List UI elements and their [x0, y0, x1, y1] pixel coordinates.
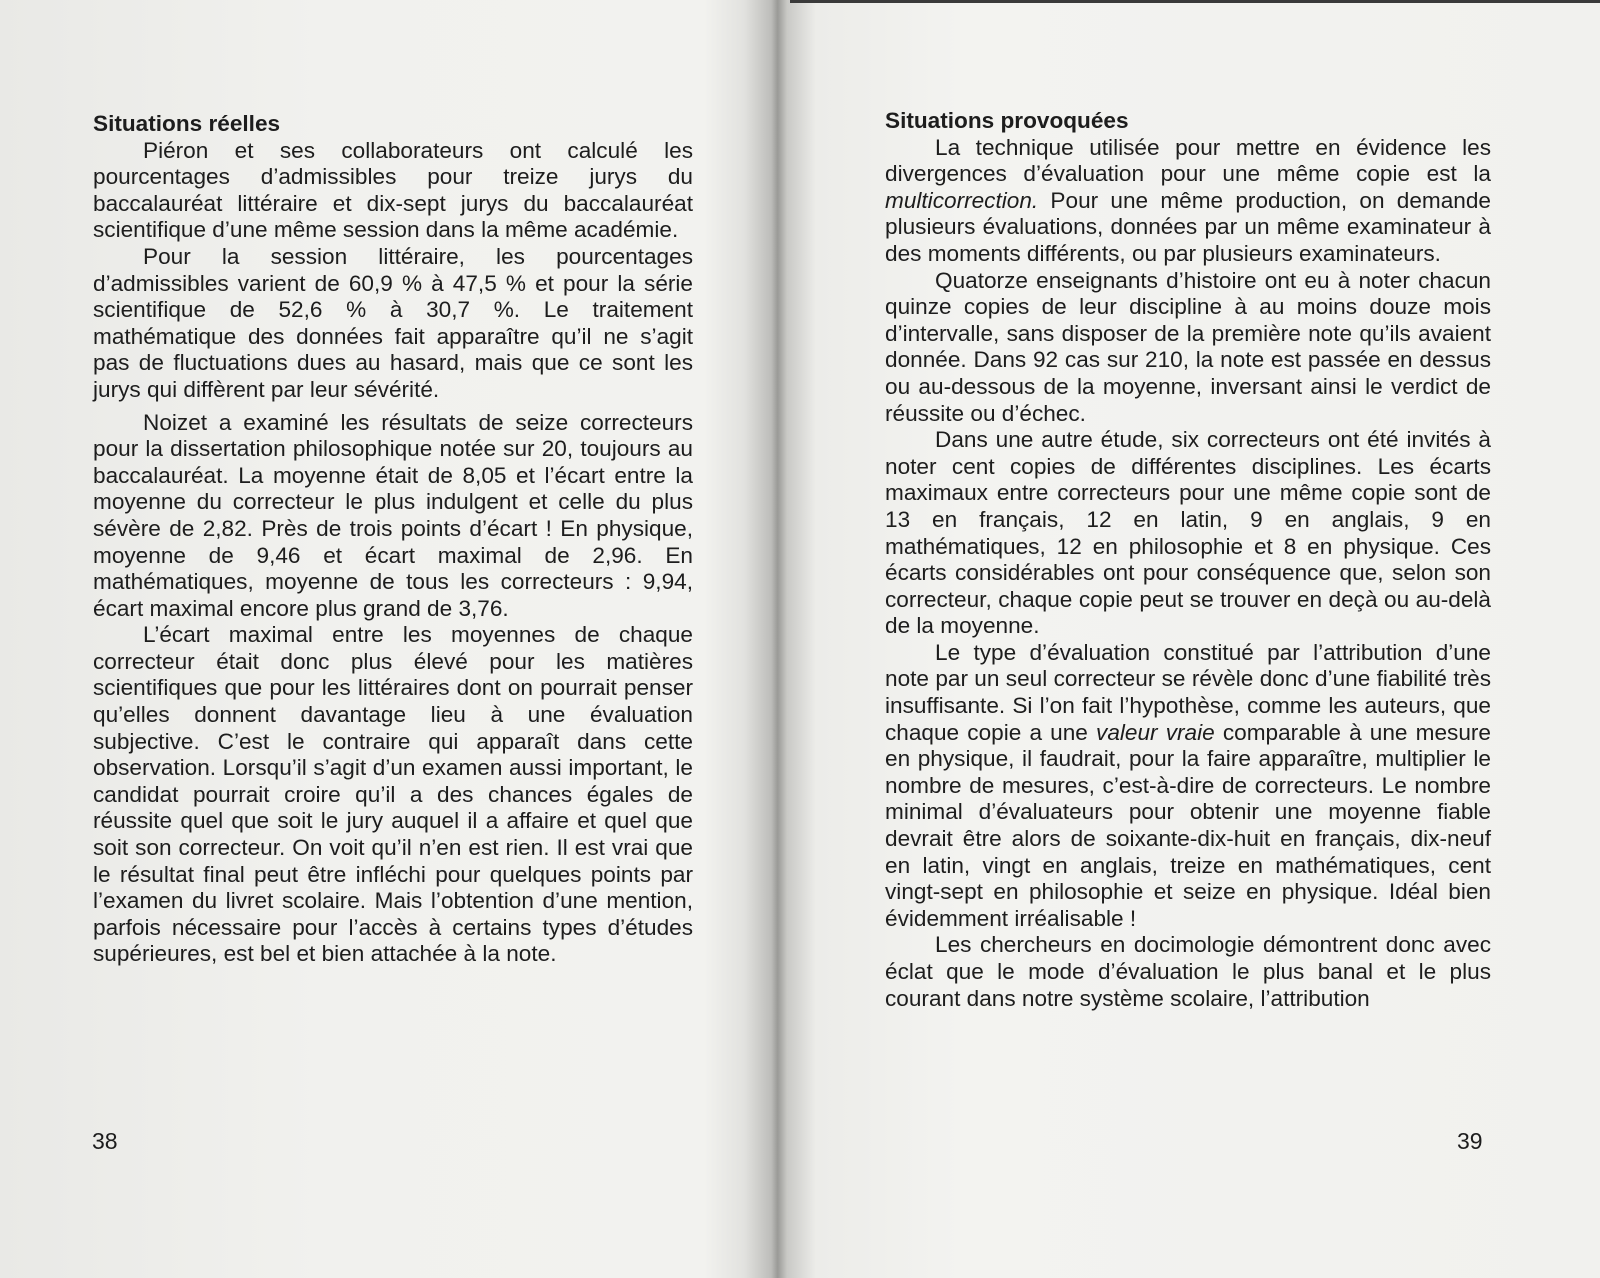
paragraph: Dans une autre étude, six correcteurs ont été invités à noter cent copies de différentes disciplines. Les écarts maximaux entre correcteurs pour une même copie sont de 13 en français, 12 en latin, 9 en anglais, 9 en mathématiques, 12 en philosophie et 8 en physique. Ces écarts considérables ont pour conséquence que, selon son correcteur, chaque copie peut se trouver en deçà ou au-delà de la moyenne. — [885, 427, 1491, 639]
right-text-block — [885, 108, 1491, 1012]
text-run: comparable à une mesure en physique, il faudrait, pour la faire apparaître, multiplier le nombre de mesures, c’est-à-dire de correcteurs. Le nombre minimal d’évaluateurs pour obtenir une moyenne fiable devrait être alors de soixante-dix-huit en français, dix-neuf en latin, vingt en anglais, treize en mathématiques, cent vingt-sept en philosophie et seize en physique. Idéal bien évidemment irréalisable ! — [885, 719, 1491, 931]
section-title-situations-reelles: Situations réelles — [93, 111, 281, 136]
italic-term: multicorrection. — [885, 187, 1039, 213]
right-page — [790, 0, 1600, 1278]
paragraph: Piéron et ses collaborateurs ont calculé les pourcentages d’admissibles pour treize jurys du baccalauréat littéraire et dix-sept jurys du baccalauréat scientifique d’une même session dans la même académie. — [93, 137, 693, 243]
paragraph: Les chercheurs en docimologie démontrent donc avec éclat que le mode d’évaluation le plus banal et le plus courant dans notre système scolaire, l’attribution — [885, 932, 1491, 1011]
text-run: Pour une même production, on demande plusieurs évaluations, données par un même examinateur à des moments différents, ou par plusieurs examinateurs. — [885, 187, 1491, 266]
text-run: Le type d’évaluation constitué par l’attribution d’une note par un seul correcteur se révèle donc d’une fiabilité très insuffisante. Si l’on fait l’hypothèse, comme les auteurs, que chaque copie a une — [885, 639, 1491, 745]
paragraph — [885, 640, 1491, 933]
paragraph: Noizet a examiné les résultats de seize correcteurs pour la dissertation philosophique notée sur 20, toujours au baccalauréat. La moyenne était de 8,05 et l’écart entre la moyenne du correcteur le plus indulgent et celle du plus sévère de 2,82. Près de trois points d’écart ! En physique, moyenne de 9,46 et écart maximal de 2,96. En mathématiques, moyenne de tous les correcteurs : 9,94, écart maximal encore plus grand de 3,76. — [93, 409, 693, 621]
text-run: La technique utilisée pour mettre en évidence les divergences d’évaluation pour une même copie est la — [885, 134, 1491, 187]
paragraph: Pour la session littéraire, les pourcentages d’admissibles varient de 60,9 % à 47,5 % et pour la série scientifique de 52,6 % à 30,7 %. Le traitement mathématique des données fait apparaître qu’il ne s’agit pas de fluctuations dues au hasard, mais que ce sont les jurys qui diffèrent par leur sévérité. — [93, 243, 693, 402]
italic-term: valeur vraie — [1096, 719, 1215, 745]
paragraph: L’écart maximal entre les moyennes de chaque correcteur était donc plus élevé pour les matières scientifiques que pour les littéraires dont on pourrait penser qu’elles donnent davantage lieu à une évaluation subjective. C’est le contraire qui apparaît dans cette observation. Lorsqu’il s’agit d’un examen aussi important, le candidat pourrait croire qu’il a des chances égales de réussite quel que soit le jury auquel il a affaire et quel que soit son correcteur. On voit qu’il n’en est rien. Il est vrai que le résultat final peut être infléchi pour quelques points par l’examen du livret scolaire. Mais l’obtention d’une mention, parfois nécessaire pour l’accès à certains types d’études supérieures, est bel et bien attachée à la note. — [93, 622, 693, 967]
left-page — [0, 0, 775, 1278]
section-title-situations-provoquees: Situations provoquées — [885, 108, 1129, 133]
left-text-block — [93, 111, 693, 968]
page-number: 38 — [92, 1128, 118, 1154]
paragraph: Quatorze enseignants d’histoire ont eu à noter chacun quinze copies de leur discipline à au moins douze mois d’intervalle, sans disposer de la première note qu’ils avaient donnée. Dans 92 cas sur 210, la note est passée en dessus ou au-dessous de la moyenne, inversant ainsi le verdict de réussite ou d’échec. — [885, 267, 1491, 426]
paragraph — [885, 135, 1491, 268]
page-number: 39 — [1457, 1128, 1483, 1154]
